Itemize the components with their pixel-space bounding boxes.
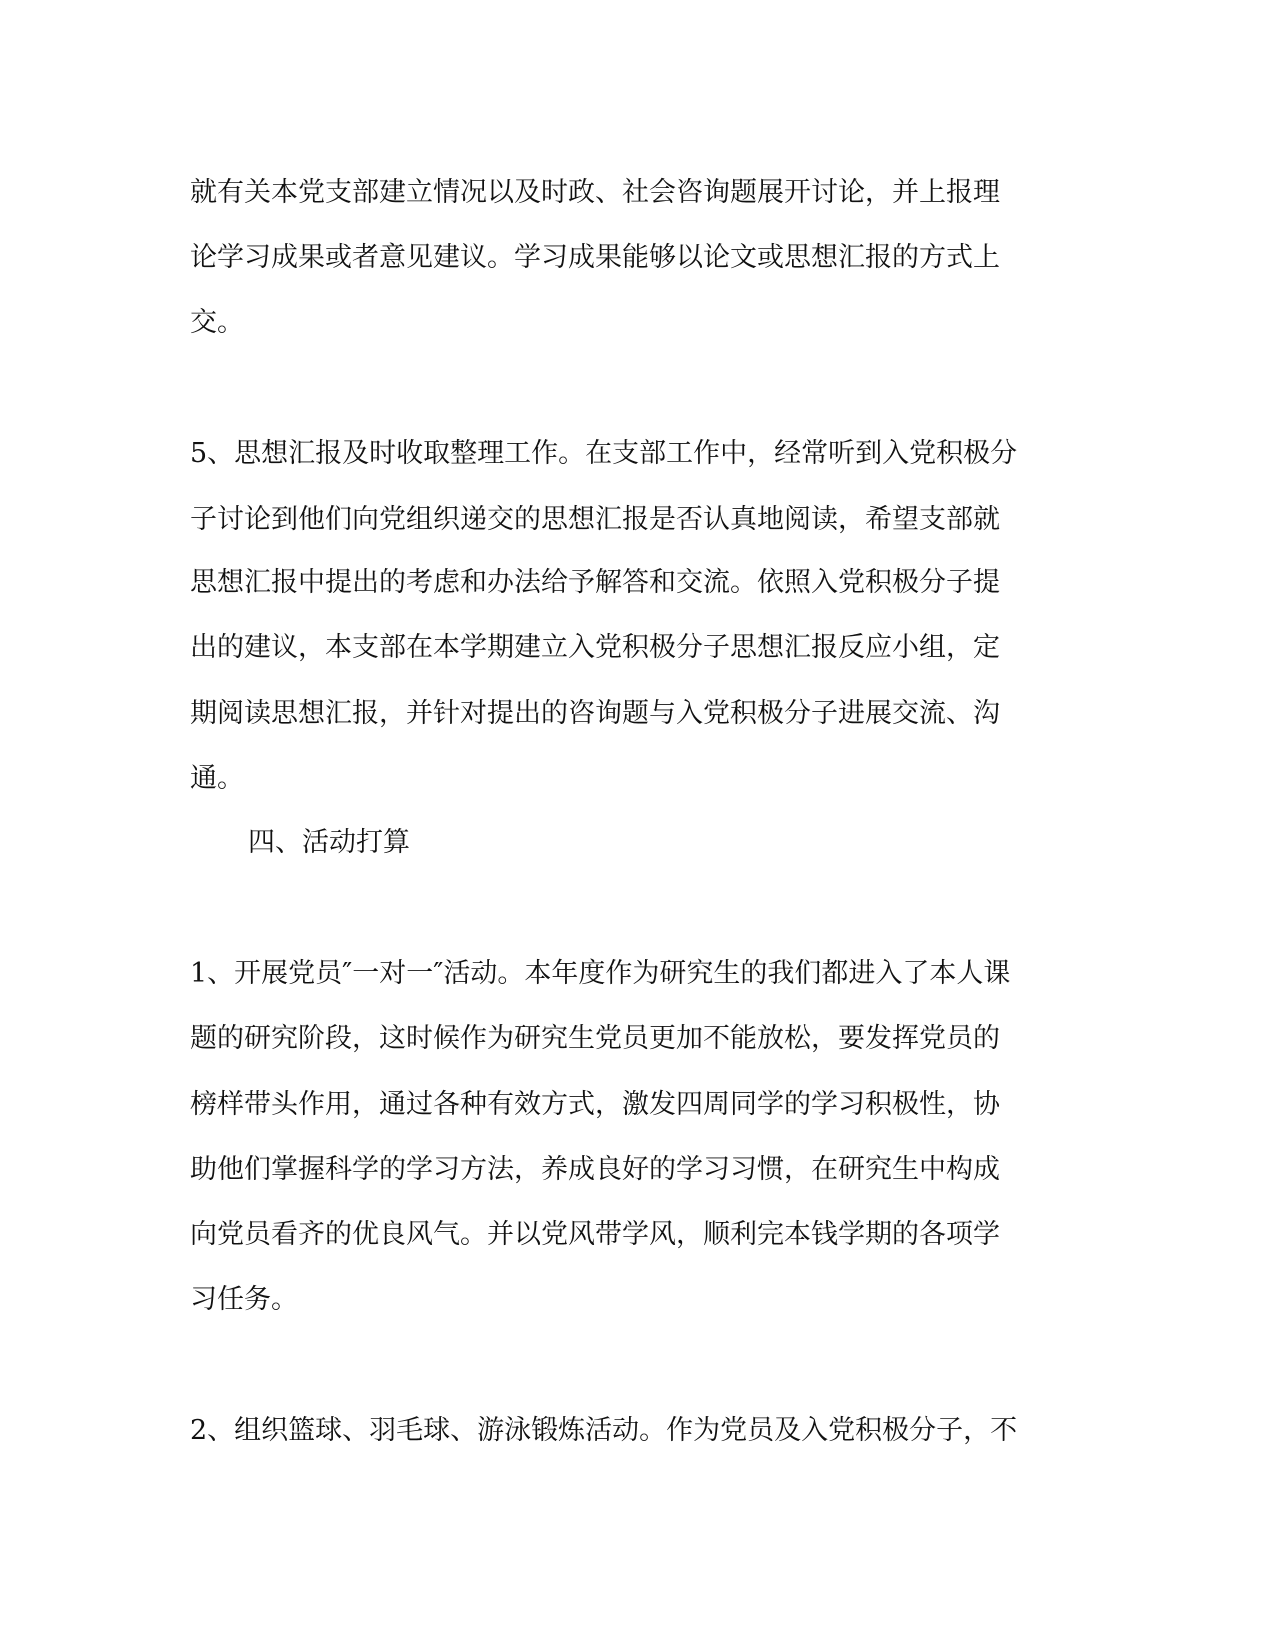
paragraph-line: 期阅读思想汇报，并针对提出的咨询题与入党积极分子进展交流、沟: [190, 698, 1000, 729]
paragraph-line: 出的建议，本支部在本学期建立入党积极分子思想汇报反应小组，定: [190, 632, 1000, 663]
paragraph-line: 向党员看齐的优良风气。并以党风带学风，顺利完本钱学期的各项学: [190, 1219, 1000, 1250]
paragraph-line: 习任务。: [190, 1284, 298, 1315]
paragraph-line: 助他们掌握科学的学习方法，养成良好的学习习惯，在研究生中构成: [190, 1154, 1000, 1185]
paragraph-line: 2、组织篮球、羽毛球、游泳锻炼活动。作为党员及入党积极分子，不: [190, 1415, 1018, 1446]
paragraph-line: 5、思想汇报及时收取整理工作。在支部工作中，经常听到入党积极分: [190, 438, 1018, 469]
paragraph-line: 子讨论到他们向党组织递交的思想汇报是否认真地阅读，希望支部就: [190, 504, 1000, 535]
section-heading: 四、活动打算: [248, 827, 410, 858]
paragraph-line: 榜样带头作用，通过各种有效方式，激发四周同学的学习积极性，协: [190, 1089, 1000, 1120]
paragraph-line: 就有关本党支部建立情况以及时政、社会咨询题展开讨论，并上报理: [190, 177, 1000, 208]
paragraph-line: 题的研究阶段，这时候作为研究生党员更加不能放松，要发挥党员的: [190, 1023, 1000, 1054]
paragraph-line: 交。: [190, 307, 244, 338]
paragraph-line: 论学习成果或者意见建议。学习成果能够以论文或思想汇报的方式上: [190, 242, 1000, 273]
paragraph-line: 思想汇报中提出的考虑和办法给予解答和交流。依照入党积极分子提: [190, 567, 1000, 598]
paragraph-line: 通。: [190, 763, 244, 794]
paragraph-line: 1、开展党员″一对一″活动。本年度作为研究生的我们都进入了本人课: [190, 958, 1011, 989]
